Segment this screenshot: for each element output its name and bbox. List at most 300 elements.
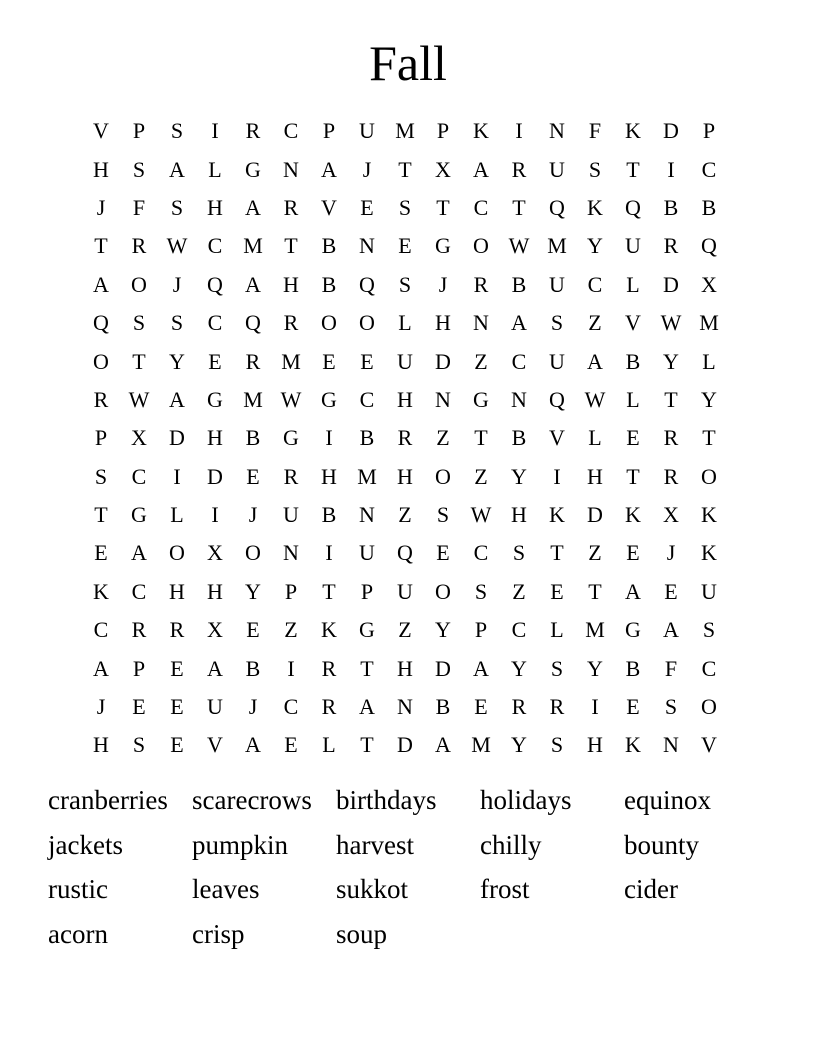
letter-cell: I bbox=[211, 502, 219, 528]
letter-cell: C bbox=[283, 118, 299, 144]
letter-cell: H bbox=[207, 578, 223, 604]
letter-cell: D bbox=[435, 348, 451, 374]
letter-cell: X bbox=[207, 617, 223, 643]
letter-cell: P bbox=[436, 118, 450, 144]
letter-cell: A bbox=[93, 655, 109, 681]
letter-cell: T bbox=[626, 463, 640, 489]
letter-cell: N bbox=[359, 502, 375, 528]
letter-cell: M bbox=[699, 310, 719, 336]
letter-cell: S bbox=[132, 156, 146, 182]
letter-cell: X bbox=[207, 540, 223, 566]
letter-cell: E bbox=[474, 694, 488, 720]
letter-cell: F bbox=[588, 118, 602, 144]
letter-cell: C bbox=[511, 348, 527, 374]
letter-cell: E bbox=[360, 194, 374, 220]
letter-cell: B bbox=[245, 655, 261, 681]
letter-cell: H bbox=[511, 502, 527, 528]
letter-cell: C bbox=[93, 617, 109, 643]
letter-cell: R bbox=[511, 694, 527, 720]
letter-cell: Y bbox=[435, 617, 451, 643]
letter-cell: U bbox=[549, 271, 565, 297]
letter-cell: Y bbox=[245, 578, 261, 604]
word-item: jackets bbox=[48, 829, 123, 860]
letter-cell: Q bbox=[549, 194, 565, 220]
letter-cell: J bbox=[172, 271, 182, 297]
letter-cell: G bbox=[321, 386, 337, 412]
letter-cell: L bbox=[626, 386, 640, 412]
letter-cell: H bbox=[93, 732, 109, 758]
letter-cell: B bbox=[625, 655, 641, 681]
letter-cell: E bbox=[170, 694, 184, 720]
letter-cell: B bbox=[511, 271, 527, 297]
letter-cell: G bbox=[131, 502, 147, 528]
letter-cell: M bbox=[281, 348, 301, 374]
letter-cell: T bbox=[360, 732, 374, 758]
letter-cell: D bbox=[207, 463, 223, 489]
letter-cell: R bbox=[321, 694, 337, 720]
word-search-grid bbox=[82, 112, 728, 765]
letter-cell: P bbox=[284, 578, 298, 604]
letter-cell: L bbox=[208, 156, 222, 182]
letter-cell: E bbox=[398, 233, 412, 259]
letter-cell: T bbox=[284, 233, 298, 259]
letter-cell: E bbox=[626, 694, 640, 720]
letter-cell: U bbox=[625, 233, 641, 259]
letter-cell: K bbox=[473, 118, 489, 144]
letter-cell: Y bbox=[511, 463, 527, 489]
letter-cell: I bbox=[515, 118, 523, 144]
letter-cell: B bbox=[663, 194, 679, 220]
letter-cell: R bbox=[511, 156, 527, 182]
word-item: bounty bbox=[624, 829, 700, 860]
letter-cell: S bbox=[550, 310, 564, 336]
letter-cell: Z bbox=[512, 578, 526, 604]
word-item: holidays bbox=[480, 785, 572, 815]
letter-cell: A bbox=[169, 156, 185, 182]
letter-cell: O bbox=[473, 233, 489, 259]
letter-cell: U bbox=[397, 348, 413, 374]
letter-cell: S bbox=[474, 578, 488, 604]
word-item: frost bbox=[480, 874, 530, 905]
letter-cell: R bbox=[321, 655, 337, 681]
letter-cell: L bbox=[626, 271, 640, 297]
letter-cell: O bbox=[93, 348, 109, 374]
letter-cell: C bbox=[131, 463, 147, 489]
word-item: cranberries bbox=[48, 785, 168, 815]
letter-cell: M bbox=[243, 233, 263, 259]
letter-cell: O bbox=[131, 271, 147, 297]
letter-cell: E bbox=[436, 540, 450, 566]
letter-cell: U bbox=[283, 502, 299, 528]
letter-cell: E bbox=[208, 348, 222, 374]
letter-cell: D bbox=[663, 118, 679, 144]
letter-cell: G bbox=[283, 425, 299, 451]
letter-cell: C bbox=[207, 310, 223, 336]
letter-cell: Q bbox=[701, 233, 717, 259]
letter-cell: D bbox=[169, 425, 185, 451]
letter-cell: Z bbox=[398, 617, 412, 643]
letter-cell: P bbox=[322, 118, 336, 144]
letter-cell: N bbox=[511, 386, 527, 412]
letter-cell: O bbox=[245, 540, 261, 566]
letter-cell: X bbox=[701, 271, 717, 297]
letter-cell: N bbox=[663, 732, 679, 758]
letter-cell: R bbox=[169, 617, 185, 643]
letter-cell: M bbox=[395, 118, 415, 144]
letter-cell: Z bbox=[398, 502, 412, 528]
letter-cell: D bbox=[435, 655, 451, 681]
letter-cell: Z bbox=[284, 617, 298, 643]
letter-cell: H bbox=[207, 425, 223, 451]
letter-cell: Q bbox=[207, 271, 223, 297]
letter-cell: R bbox=[663, 425, 679, 451]
letter-cell: I bbox=[325, 425, 333, 451]
letter-cell: M bbox=[243, 386, 263, 412]
letter-cell: V bbox=[625, 310, 641, 336]
word-item: cider bbox=[624, 874, 678, 905]
letter-cell: A bbox=[207, 655, 223, 681]
letter-cell: E bbox=[664, 578, 678, 604]
letter-cell: T bbox=[588, 578, 602, 604]
letter-cell: I bbox=[211, 118, 219, 144]
letter-cell: L bbox=[550, 617, 564, 643]
letter-cell: B bbox=[511, 425, 527, 451]
letter-cell: A bbox=[169, 386, 185, 412]
letter-cell: M bbox=[547, 233, 567, 259]
letter-cell: T bbox=[132, 348, 146, 374]
letter-cell: B bbox=[435, 694, 451, 720]
letter-cell: U bbox=[397, 578, 413, 604]
letter-cell: J bbox=[96, 194, 106, 220]
letter-cell: T bbox=[322, 578, 336, 604]
letter-cell: F bbox=[664, 655, 678, 681]
letter-cell: Q bbox=[625, 194, 641, 220]
word-item: leaves bbox=[192, 874, 260, 905]
letter-cell: O bbox=[359, 310, 375, 336]
letter-cell: A bbox=[473, 156, 489, 182]
letter-cell: U bbox=[549, 348, 565, 374]
word-item: scarecrows bbox=[192, 785, 312, 815]
letter-cell: R bbox=[473, 271, 489, 297]
page-title: Fall bbox=[369, 35, 447, 91]
letter-cell: S bbox=[398, 194, 412, 220]
letter-cell: W bbox=[166, 233, 188, 259]
letter-cell: G bbox=[245, 156, 261, 182]
letter-cell: X bbox=[435, 156, 451, 182]
letter-cell: L bbox=[398, 310, 412, 336]
letter-cell: Q bbox=[397, 540, 413, 566]
letter-cell: H bbox=[435, 310, 451, 336]
letter-cell: O bbox=[701, 463, 717, 489]
letter-cell: T bbox=[360, 655, 374, 681]
letter-cell: E bbox=[246, 617, 260, 643]
letter-cell: R bbox=[397, 425, 413, 451]
letter-cell: A bbox=[245, 194, 261, 220]
letter-cell: D bbox=[663, 271, 679, 297]
letter-cell: K bbox=[625, 732, 641, 758]
letter-cell: Y bbox=[169, 348, 185, 374]
letter-cell: C bbox=[473, 194, 489, 220]
letter-cell: W bbox=[280, 386, 302, 412]
letter-cell: T bbox=[664, 386, 678, 412]
letter-cell: E bbox=[170, 732, 184, 758]
letter-cell: E bbox=[284, 732, 298, 758]
letter-cell: Y bbox=[587, 655, 603, 681]
letter-cell: H bbox=[93, 156, 109, 182]
letter-cell: H bbox=[587, 732, 603, 758]
letter-cell: T bbox=[626, 156, 640, 182]
letter-cell: O bbox=[435, 463, 451, 489]
letter-cell: X bbox=[663, 502, 679, 528]
letter-cell: R bbox=[549, 694, 565, 720]
letter-cell: S bbox=[550, 655, 564, 681]
letter-cell: P bbox=[474, 617, 488, 643]
word-item: harvest bbox=[336, 829, 414, 860]
letter-cell: Q bbox=[93, 310, 109, 336]
letter-cell: S bbox=[664, 694, 678, 720]
letter-cell: F bbox=[132, 194, 146, 220]
letter-cell: C bbox=[701, 156, 717, 182]
letter-cell: E bbox=[132, 694, 146, 720]
letter-cell: E bbox=[246, 463, 260, 489]
letter-cell: S bbox=[550, 732, 564, 758]
letter-cell: B bbox=[321, 271, 337, 297]
letter-cell: Z bbox=[588, 310, 602, 336]
letter-cell: C bbox=[207, 233, 223, 259]
letter-cell: S bbox=[94, 463, 108, 489]
letter-cell: U bbox=[701, 578, 717, 604]
letter-cell: Y bbox=[663, 348, 679, 374]
letter-cell: G bbox=[359, 617, 375, 643]
letter-cell: R bbox=[283, 194, 299, 220]
letter-cell: T bbox=[702, 425, 716, 451]
letter-cell: I bbox=[553, 463, 561, 489]
letter-cell: A bbox=[93, 271, 109, 297]
word-item: equinox bbox=[624, 785, 711, 815]
letter-cell: R bbox=[245, 348, 261, 374]
letter-cell: A bbox=[663, 617, 679, 643]
letter-cell: U bbox=[207, 694, 223, 720]
letter-cell: T bbox=[94, 502, 108, 528]
letter-cell: O bbox=[169, 540, 185, 566]
letter-cell: E bbox=[94, 540, 108, 566]
letter-cell: J bbox=[248, 502, 258, 528]
letter-cell: J bbox=[248, 694, 258, 720]
letter-cell: R bbox=[663, 463, 679, 489]
letter-cell: T bbox=[398, 156, 412, 182]
letter-cell: H bbox=[397, 655, 413, 681]
letter-cell: E bbox=[170, 655, 184, 681]
letter-cell: A bbox=[625, 578, 641, 604]
letter-cell: L bbox=[588, 425, 602, 451]
letter-cell: L bbox=[322, 732, 336, 758]
letter-cell: H bbox=[207, 194, 223, 220]
letter-cell: B bbox=[625, 348, 641, 374]
letter-cell: C bbox=[283, 694, 299, 720]
letter-cell: V bbox=[321, 194, 337, 220]
letter-cell: H bbox=[321, 463, 337, 489]
letter-cell: P bbox=[94, 425, 108, 451]
letter-cell: E bbox=[626, 425, 640, 451]
letter-cell: V bbox=[549, 425, 565, 451]
letter-cell: T bbox=[436, 194, 450, 220]
letter-cell: G bbox=[473, 386, 489, 412]
letter-cell: N bbox=[397, 694, 413, 720]
word-item: crisp bbox=[192, 919, 245, 950]
letter-cell: K bbox=[701, 502, 717, 528]
letter-cell: C bbox=[473, 540, 489, 566]
letter-cell: R bbox=[663, 233, 679, 259]
letter-cell: W bbox=[128, 386, 150, 412]
letter-cell: O bbox=[435, 578, 451, 604]
letter-cell: R bbox=[93, 386, 109, 412]
letter-cell: H bbox=[397, 386, 413, 412]
letter-cell: A bbox=[321, 156, 337, 182]
letter-cell: T bbox=[474, 425, 488, 451]
letter-cell: S bbox=[436, 502, 450, 528]
letter-cell: N bbox=[283, 156, 299, 182]
letter-cell: P bbox=[360, 578, 374, 604]
letter-cell: S bbox=[132, 732, 146, 758]
letter-cell: P bbox=[132, 655, 146, 681]
letter-cell: S bbox=[132, 310, 146, 336]
letter-cell: S bbox=[170, 118, 184, 144]
letter-cell: K bbox=[625, 118, 641, 144]
letter-cell: Y bbox=[587, 233, 603, 259]
letter-cell: I bbox=[591, 694, 599, 720]
letter-cell: K bbox=[321, 617, 337, 643]
letter-cell: H bbox=[283, 271, 299, 297]
letter-cell: Q bbox=[359, 271, 375, 297]
letter-cell: Y bbox=[511, 732, 527, 758]
letter-cell: P bbox=[702, 118, 716, 144]
letter-cell: V bbox=[701, 732, 717, 758]
letter-cell: A bbox=[511, 310, 527, 336]
letter-cell: I bbox=[287, 655, 295, 681]
letter-cell: A bbox=[245, 271, 261, 297]
letter-cell: N bbox=[549, 118, 565, 144]
letter-cell: W bbox=[470, 502, 492, 528]
word-item: chilly bbox=[480, 829, 542, 860]
letter-cell: R bbox=[283, 463, 299, 489]
letter-cell: M bbox=[471, 732, 491, 758]
letter-cell: J bbox=[96, 694, 106, 720]
letter-cell: L bbox=[170, 502, 184, 528]
letter-cell: S bbox=[398, 271, 412, 297]
letter-cell: B bbox=[701, 194, 717, 220]
letter-cell: R bbox=[131, 233, 147, 259]
letter-cell: R bbox=[245, 118, 261, 144]
letter-cell: I bbox=[173, 463, 181, 489]
letter-cell: W bbox=[584, 386, 606, 412]
letter-cell: H bbox=[169, 578, 185, 604]
word-item: birthdays bbox=[336, 785, 437, 815]
letter-cell: I bbox=[667, 156, 675, 182]
letter-cell: O bbox=[321, 310, 337, 336]
letter-cell: J bbox=[438, 271, 448, 297]
letter-cell: M bbox=[585, 617, 605, 643]
letter-cell: K bbox=[93, 578, 109, 604]
letter-cell: X bbox=[131, 425, 147, 451]
letter-cell: Z bbox=[474, 463, 488, 489]
letter-cell: B bbox=[321, 502, 337, 528]
letter-cell: U bbox=[359, 118, 375, 144]
letter-cell: O bbox=[701, 694, 717, 720]
letter-cell: C bbox=[131, 578, 147, 604]
letter-cell: V bbox=[93, 118, 109, 144]
letter-cell: T bbox=[512, 194, 526, 220]
letter-cell: N bbox=[283, 540, 299, 566]
letter-cell: T bbox=[94, 233, 108, 259]
letter-cell: H bbox=[397, 463, 413, 489]
letter-cell: A bbox=[131, 540, 147, 566]
letter-cell: A bbox=[587, 348, 603, 374]
letter-cell: Q bbox=[245, 310, 261, 336]
letter-cell: C bbox=[587, 271, 603, 297]
letter-cell: K bbox=[625, 502, 641, 528]
letter-cell: L bbox=[702, 348, 716, 374]
letter-cell: S bbox=[170, 310, 184, 336]
letter-cell: G bbox=[625, 617, 641, 643]
letter-cell: C bbox=[511, 617, 527, 643]
letter-cell: Q bbox=[549, 386, 565, 412]
letter-cell: W bbox=[660, 310, 682, 336]
letter-cell: Z bbox=[436, 425, 450, 451]
letter-cell: R bbox=[283, 310, 299, 336]
letter-cell: S bbox=[512, 540, 526, 566]
letter-cell: W bbox=[508, 233, 530, 259]
letter-cell: K bbox=[701, 540, 717, 566]
word-item: acorn bbox=[48, 919, 108, 950]
letter-cell: N bbox=[435, 386, 451, 412]
letter-cell: Z bbox=[588, 540, 602, 566]
word-item: rustic bbox=[48, 874, 108, 905]
letter-cell: E bbox=[550, 578, 564, 604]
letter-cell: V bbox=[207, 732, 223, 758]
word-item: sukkot bbox=[336, 874, 409, 905]
word-item: pumpkin bbox=[192, 829, 289, 860]
letter-cell: D bbox=[587, 502, 603, 528]
letter-cell: S bbox=[170, 194, 184, 220]
word-item: soup bbox=[336, 919, 388, 950]
letter-cell: N bbox=[359, 233, 375, 259]
letter-cell: E bbox=[322, 348, 336, 374]
letter-cell: J bbox=[362, 156, 372, 182]
letter-cell: C bbox=[701, 655, 717, 681]
letter-cell: D bbox=[397, 732, 413, 758]
letter-cell: M bbox=[357, 463, 377, 489]
letter-cell: S bbox=[702, 617, 716, 643]
letter-cell: C bbox=[359, 386, 375, 412]
letter-cell: B bbox=[245, 425, 261, 451]
letter-cell: H bbox=[587, 463, 603, 489]
letter-cell: Y bbox=[511, 655, 527, 681]
word-bank bbox=[48, 778, 768, 957]
letter-cell: K bbox=[587, 194, 603, 220]
letter-cell: A bbox=[359, 694, 375, 720]
letter-cell: B bbox=[321, 233, 337, 259]
letter-cell: S bbox=[588, 156, 602, 182]
letter-cell: E bbox=[626, 540, 640, 566]
letter-cell: A bbox=[435, 732, 451, 758]
letter-cell: G bbox=[435, 233, 451, 259]
letter-cell: A bbox=[245, 732, 261, 758]
letter-cell: N bbox=[473, 310, 489, 336]
letter-cell: T bbox=[550, 540, 564, 566]
letter-cell: I bbox=[325, 540, 333, 566]
letter-cell: B bbox=[359, 425, 375, 451]
letter-cell: Z bbox=[474, 348, 488, 374]
